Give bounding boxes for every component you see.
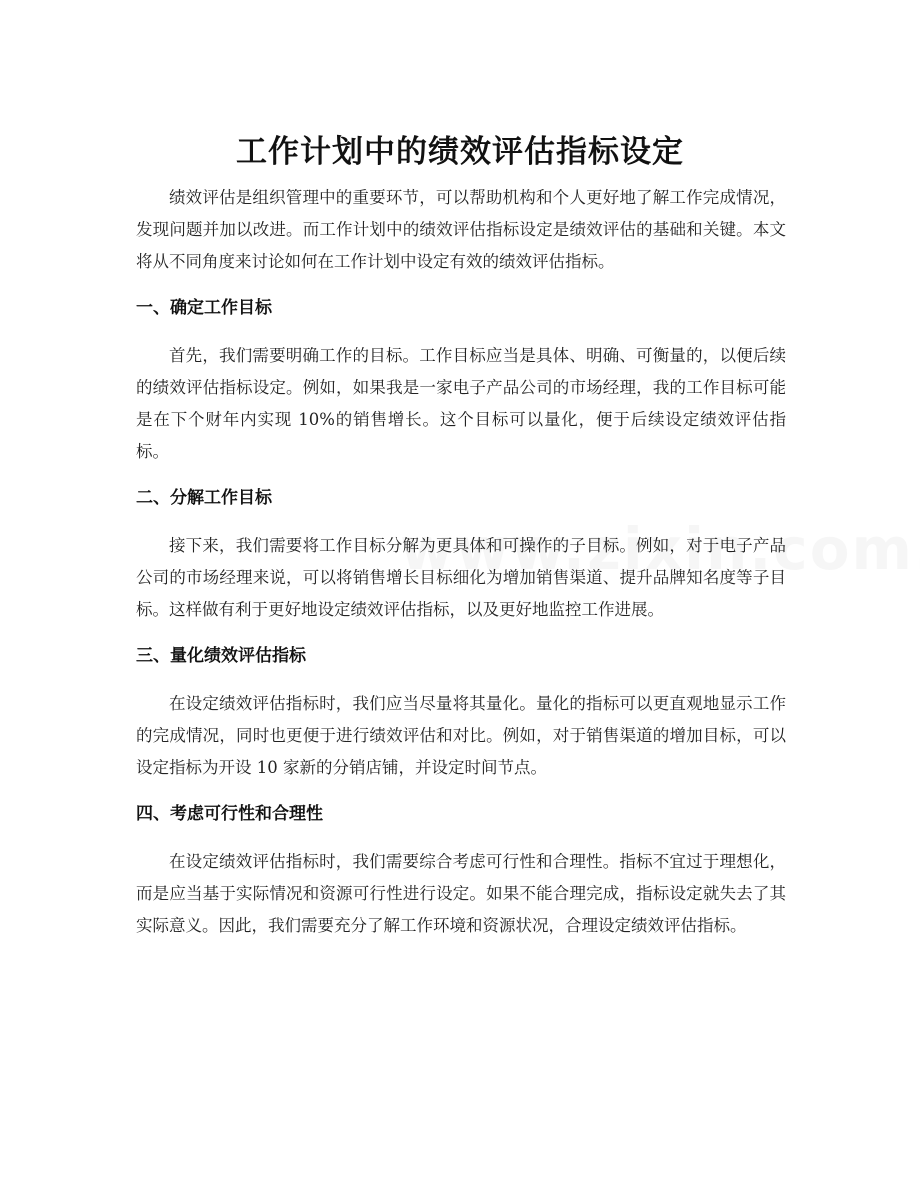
section-heading-4: 四、考虑可行性和合理性 (136, 804, 323, 824)
section-paragraph-3: 在设定绩效评估指标时，我们应当尽量将其量化。量化的指标可以更直观地显示工作的完成情况，同时也更便于进行绩效评估和对比。例如，对于销售渠道的增加目标，可以设定指标为开设 10 家新的分销店铺，并设定时间节点。 (136, 694, 786, 777)
section-heading-2: 二、分解工作目标 (136, 488, 272, 508)
section-heading-3: 三、量化绩效评估指标 (136, 646, 306, 666)
document-body (136, 182, 786, 942)
section-paragraph-4: 在设定绩效评估指标时，我们需要综合考虑可行性和合理性。指标不宜过于理想化，而是应当基于实际情况和资源可行性进行设定。如果不能合理完成，指标设定就失去了其实际意义。因此，我们需要充分了解工作环境和资源状况，合理设定绩效评估指标。 (136, 852, 786, 935)
section-heading-1: 一、确定工作目标 (136, 298, 272, 318)
intro-paragraph: 绩效评估是组织管理中的重要环节，可以帮助机构和个人更好地了解工作完成情况，发现问题并加以改进。而工作计划中的绩效评估指标设定是绩效评估的基础和关键。本文将从不同角度来讨论如何在工作计划中设定有效的绩效评估指标。 (136, 188, 786, 271)
page-title: 工作计划中的绩效评估指标设定 (236, 133, 684, 170)
section-paragraph-2: 接下来，我们需要将工作目标分解为更具体和可操作的子目标。例如，对于电子产品公司的市场经理来说，可以将销售增长目标细化为增加销售渠道、提升品牌知名度等子目标。这样做有利于更好地设定绩效评估指标，以及更好地监控工作进展。 (136, 536, 786, 619)
section-paragraph-1: 首先，我们需要明确工作的目标。工作目标应当是具体、明确、可衡量的，以便后续的绩效评估指标设定。例如，如果我是一家电子产品公司的市场经理，我的工作目标可能是在下个财年内实现 10%的销售增长。这个目标可以量化，便于后续设定绩效评估指标。 (136, 346, 786, 461)
